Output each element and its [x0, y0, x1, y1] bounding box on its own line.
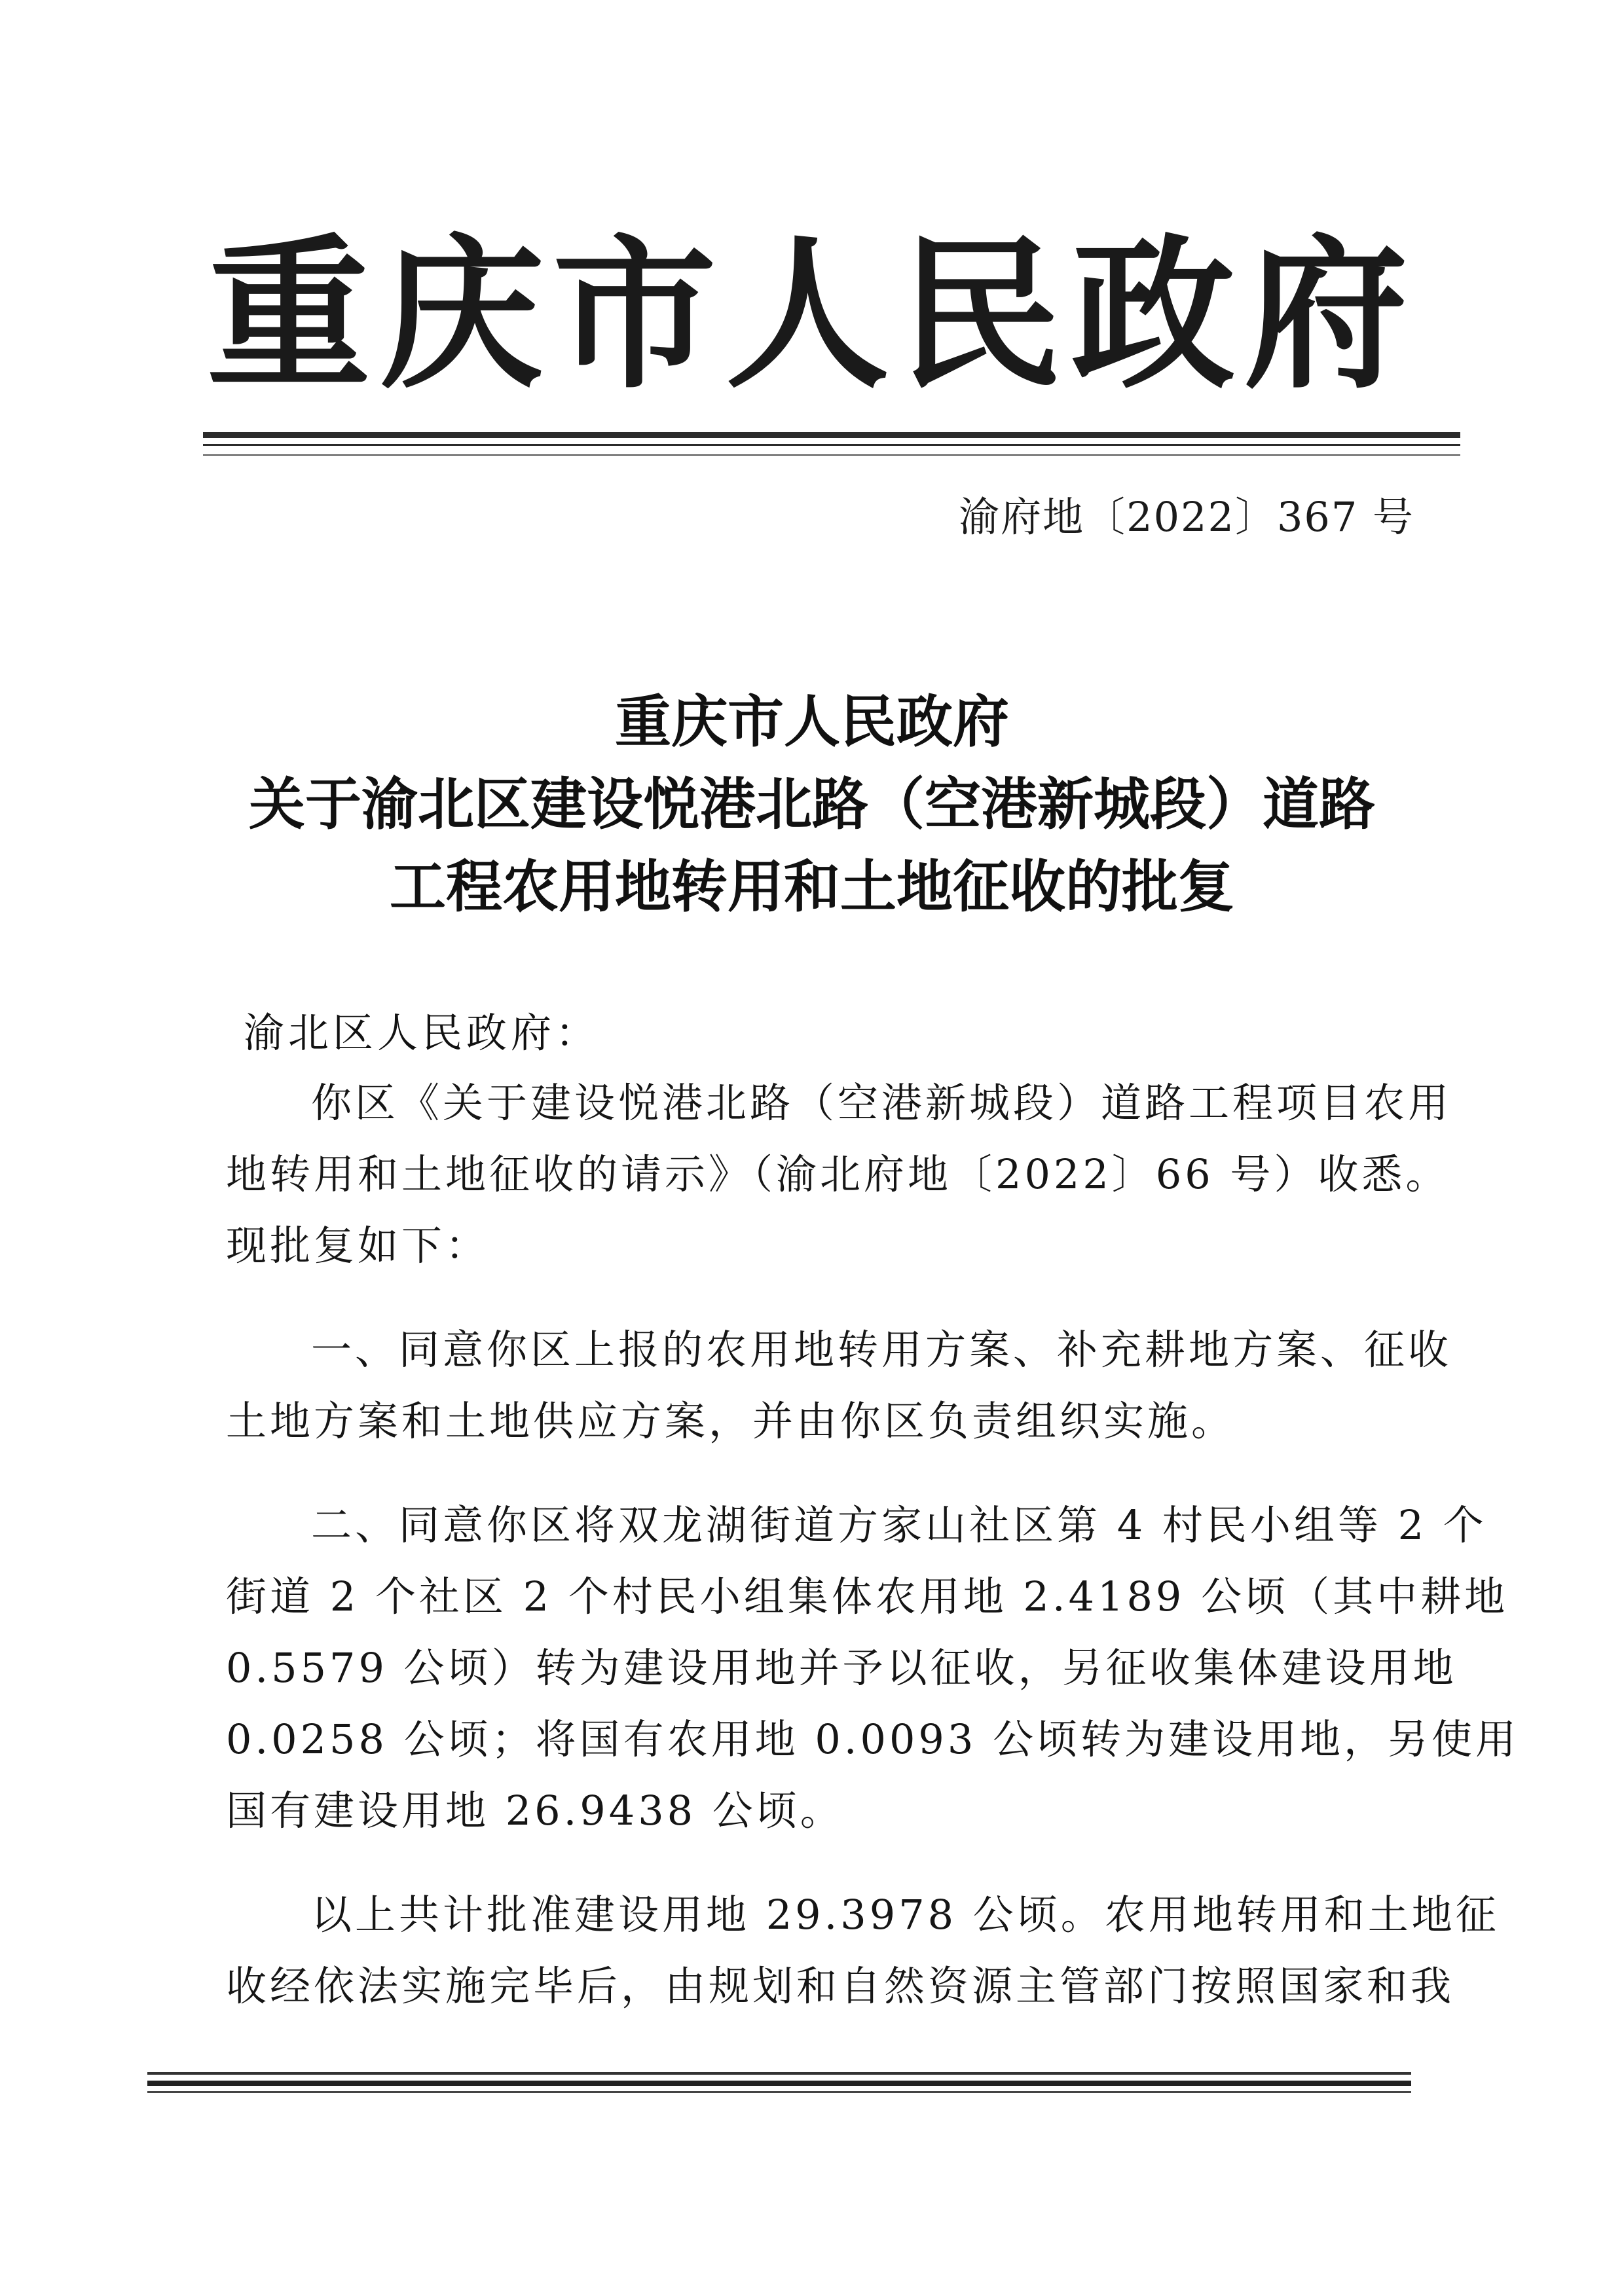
title-line-2: 关于渝北区建设悦港北路（空港新城段）道路 [249, 771, 1375, 837]
body-line: 你区《关于建设悦港北路（空港新城段）道路工程项目农用 [311, 1079, 1452, 1127]
body-line: 0.5579 公顷）转为建设用地并予以征收，另征收集体建设用地 [226, 1644, 1457, 1692]
document-body [226, 1067, 1520, 2022]
document-title [216, 681, 1408, 928]
document-number: 渝府地〔2022〕367 号 [959, 493, 1414, 541]
title-line-1: 重庆市人民政府 [615, 689, 1009, 755]
masthead-rule-thin [203, 444, 1460, 446]
masthead: 重庆市人民政府 [207, 218, 1417, 410]
body-line: 以上共计批准建设用地 29.3978 公顷。农用地转用和土地征 [311, 1891, 1500, 1939]
masthead-rule-thick [203, 432, 1460, 438]
body-line: 地转用和土地征收的请示》（渝北府地〔2022〕66 号）收悉。 [226, 1150, 1450, 1198]
footer-rule-1 [147, 2072, 1411, 2075]
footer-rule-2 [147, 2081, 1411, 2086]
body-line: 街道 2 个社区 2 个村民小组集体农用地 2.4189 公顷（其中耕地 [226, 1573, 1509, 1620]
body-line: 国有建设用地 26.9438 公顷。 [226, 1787, 844, 1834]
body-line: 一、同意你区上报的农用地转用方案、补充耕地方案、征收 [311, 1326, 1452, 1374]
body-line: 现批复如下： [226, 1222, 490, 1269]
footer-rule-3 [147, 2091, 1411, 2093]
body-line: 0.0258 公顷；将国有农用地 0.0093 公顷转为建设用地，另使用 [226, 1715, 1520, 1763]
masthead-rule-thin-2 [203, 454, 1460, 456]
body-line: 二、同意你区将双龙湖街道方家山社区第 4 村民小组等 2 个 [311, 1501, 1487, 1549]
body-line: 收经依法实施完毕后，由规划和自然资源主管部门按照国家和我 [226, 1962, 1455, 2010]
addressee: 渝北区人民政府： [244, 1009, 600, 1057]
title-line-3: 工程农用地转用和土地征收的批复 [390, 854, 1234, 920]
body-line: 土地方案和土地供应方案，并由你区负责组织实施。 [226, 1397, 1236, 1445]
